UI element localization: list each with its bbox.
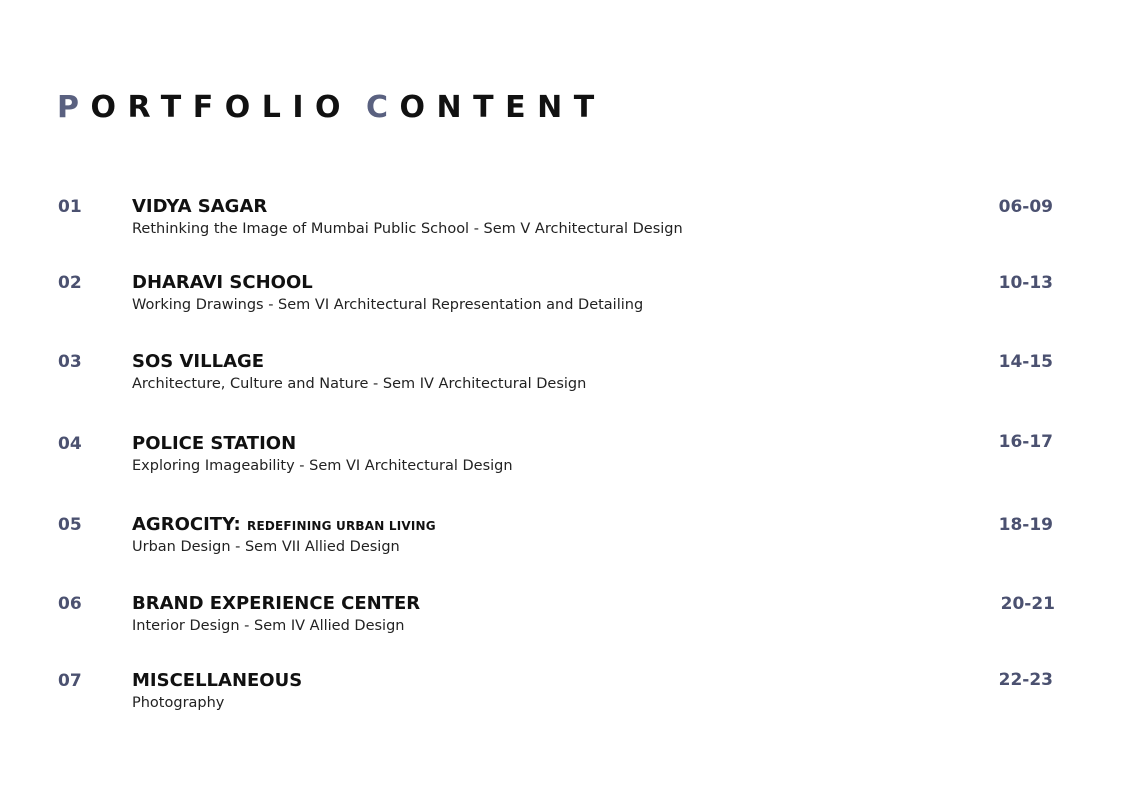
entry-title: DHARAVI SCHOOL	[132, 272, 313, 293]
entry-number: 01	[58, 197, 82, 217]
entry-title: SOS VILLAGE	[132, 351, 265, 372]
entry-pages: 22-23	[998, 670, 1053, 690]
entry-description: Urban Design - Sem VII Allied Design	[132, 539, 400, 555]
entry-description: Interior Design - Sem IV Allied Design	[132, 618, 405, 634]
entry-pages: 06-09	[998, 197, 1053, 217]
content-entry	[0, 514, 1122, 564]
entry-description: Working Drawings - Sem VI Architectural Representation and Detailing	[132, 297, 644, 313]
entry-description: Architecture, Culture and Nature - Sem IV Architectural Design	[132, 376, 587, 392]
content-entry	[0, 593, 1122, 643]
entry-description: Rethinking the Image of Mumbai Public School - Sem V Architectural Design	[132, 221, 683, 237]
entry-number: 03	[58, 352, 82, 372]
entry-pages: 14-15	[998, 352, 1053, 372]
title-word-rest: ORTFOLIO	[90, 90, 352, 125]
title-word-rest: ONTENT	[399, 90, 606, 125]
entry-title: MISCELLANEOUS	[132, 670, 303, 691]
entry-description: Exploring Imageability - Sem VI Architectural Design	[132, 458, 513, 474]
entry-subtitle: REDEFINING URBAN LIVING	[247, 519, 436, 533]
entry-title: POLICE STATION	[132, 433, 297, 454]
entry-number: 05	[58, 515, 82, 535]
entry-title: VIDYA SAGAR	[132, 196, 268, 217]
content-entry	[0, 433, 1122, 483]
entry-number: 04	[58, 434, 82, 454]
title-initial-p: P	[57, 90, 91, 125]
content-entry	[0, 351, 1122, 401]
entry-pages: 20-21	[1000, 594, 1055, 614]
entry-number: 06	[58, 594, 82, 614]
entry-pages: 18-19	[998, 515, 1053, 535]
entry-number: 02	[58, 273, 82, 293]
entry-pages: 10-13	[998, 273, 1053, 293]
page-title	[57, 88, 606, 128]
entry-description: Photography	[132, 695, 225, 711]
title-initial-c: C	[366, 90, 400, 125]
entry-title: AGROCITY: REDEFINING URBAN LIVING	[132, 514, 436, 535]
entry-number: 07	[58, 671, 82, 691]
entry-pages: 16-17	[998, 432, 1053, 452]
content-entry	[0, 196, 1122, 246]
content-entry	[0, 670, 1122, 720]
entry-title: BRAND EXPERIENCE CENTER	[132, 593, 421, 614]
content-entry	[0, 272, 1122, 322]
